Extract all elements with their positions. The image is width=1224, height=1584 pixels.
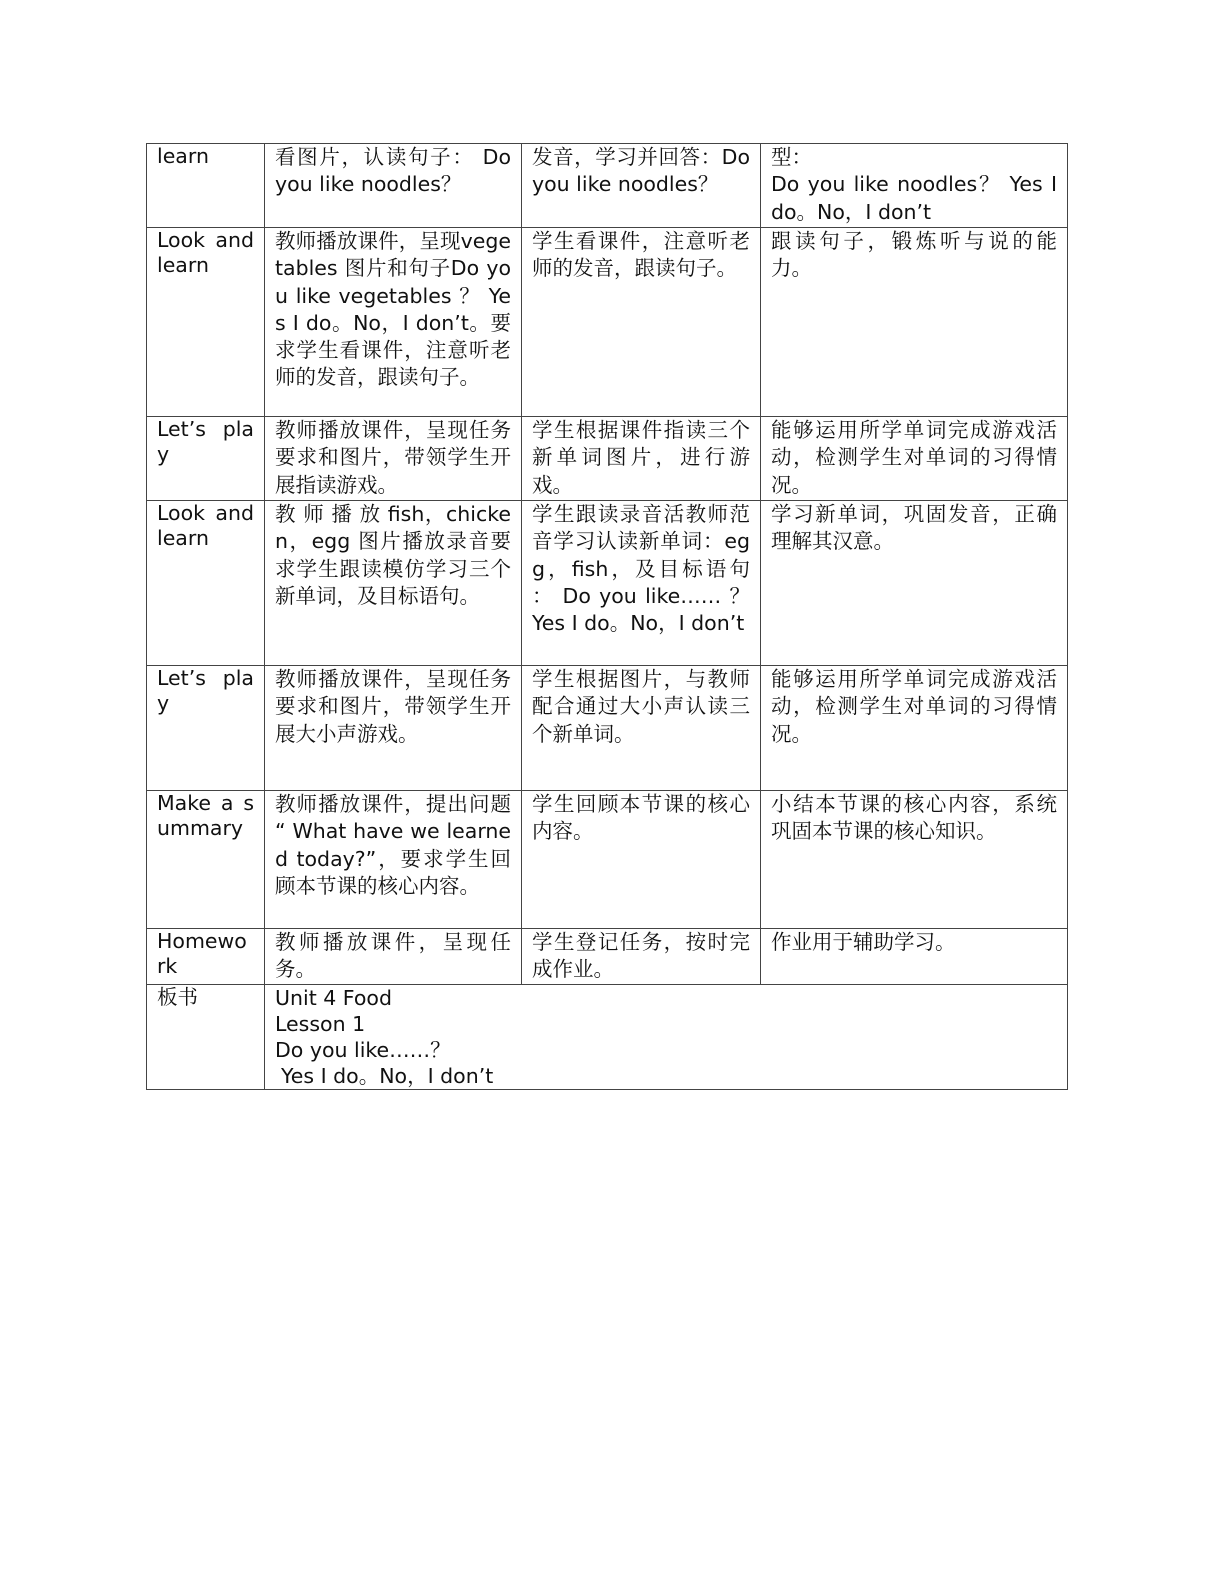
step-cell: Homework [147,929,265,985]
table-row [147,929,1068,985]
student-activity-cell: 学生看课件，注意听老师的发音，跟读句子。 [522,228,761,417]
step-cell: Look and learn [147,228,265,417]
board-label-cell: 板书 [147,985,265,1090]
purpose-cell: 跟读句子，锻炼听与说的能力。 [761,228,1068,417]
step-cell: Make a summary [147,791,265,929]
student-activity-cell: 学生根据课件指读三个新单词图片，进行游戏。 [522,417,761,501]
student-activity-cell: 学生根据图片，与教师配合通过大小声认读三个新单词。 [522,666,761,791]
student-activity-cell: 学生回顾本节课的核心内容。 [522,791,761,929]
purpose-cell: 作业用于辅助学习。 [761,929,1068,985]
table-row [147,144,1068,228]
purpose-cell: 能够运用所学单词完成游戏活动，检测学生对单词的习得情况。 [761,417,1068,501]
step-cell: learn [147,144,265,228]
teacher-activity-cell: 教师播放课件，呈现任务要求和图片，带领学生开展大小声游戏。 [265,666,522,791]
board-line: Unit 4 Food [275,986,392,1010]
purpose-cell: 小结本节课的核心内容，系统巩固本节课的核心知识。 [761,791,1068,929]
purpose-cell: 能够运用所学单词完成游戏活动，检测学生对单词的习得情况。 [761,666,1068,791]
table-row [147,501,1068,666]
board-line: Lesson 1 [275,1012,366,1036]
teacher-activity-cell: 教师播放课件，呈现vegetables 图片和句子Do you like vegetables ？ Yes I do。No，I don’t。要求学生看课件，注意听老师的发音，跟读句子。 [265,228,522,417]
step-cell: Let’s play [147,666,265,791]
student-activity-cell: 发音，学习并回答：Do you like noodles？ [522,144,761,228]
teacher-activity-cell: 教 师 播 放 fish，chicken，egg 图片播放录音要求学生跟读模仿学习三个新单词，及目标语句。 [265,501,522,666]
board-content-cell [265,985,1068,1090]
board-line: Yes I do。No，I don’t [281,1064,494,1088]
teacher-activity-cell: 看图片，认读句子： Do you like noodles？ [265,144,522,228]
purpose-cell: 型： Do you like noodles？ Yes I do。No，I don’t [761,144,1068,228]
table-row [147,417,1068,501]
purpose-cell: 学习新单词，巩固发音，正确理解其汉意。 [761,501,1068,666]
student-activity-cell: 学生登记任务，按时完成作业。 [522,929,761,985]
teacher-activity-cell: 教师播放课件，提出问题 “ What have we learned today?”，要求学生回顾本节课的核心内容。 [265,791,522,929]
teacher-activity-cell: 教师播放课件，呈现任务。 [265,929,522,985]
student-activity-cell: 学生跟读录音活教师范音学习认读新单词：egg，fish，及目标语句 ： Do you like…… ？ Yes I do。No，I don’t [522,501,761,666]
step-cell: Let’s play [147,417,265,501]
table-row [147,791,1068,929]
step-cell: Look and learn [147,501,265,666]
teacher-activity-cell: 教师播放课件，呈现任务要求和图片，带领学生开展指读游戏。 [265,417,522,501]
table-row [147,666,1068,791]
board-row [147,985,1068,1090]
table-row [147,228,1068,417]
board-line: Do you like……？ [275,1038,451,1062]
lesson-plan-table [146,143,1068,1090]
